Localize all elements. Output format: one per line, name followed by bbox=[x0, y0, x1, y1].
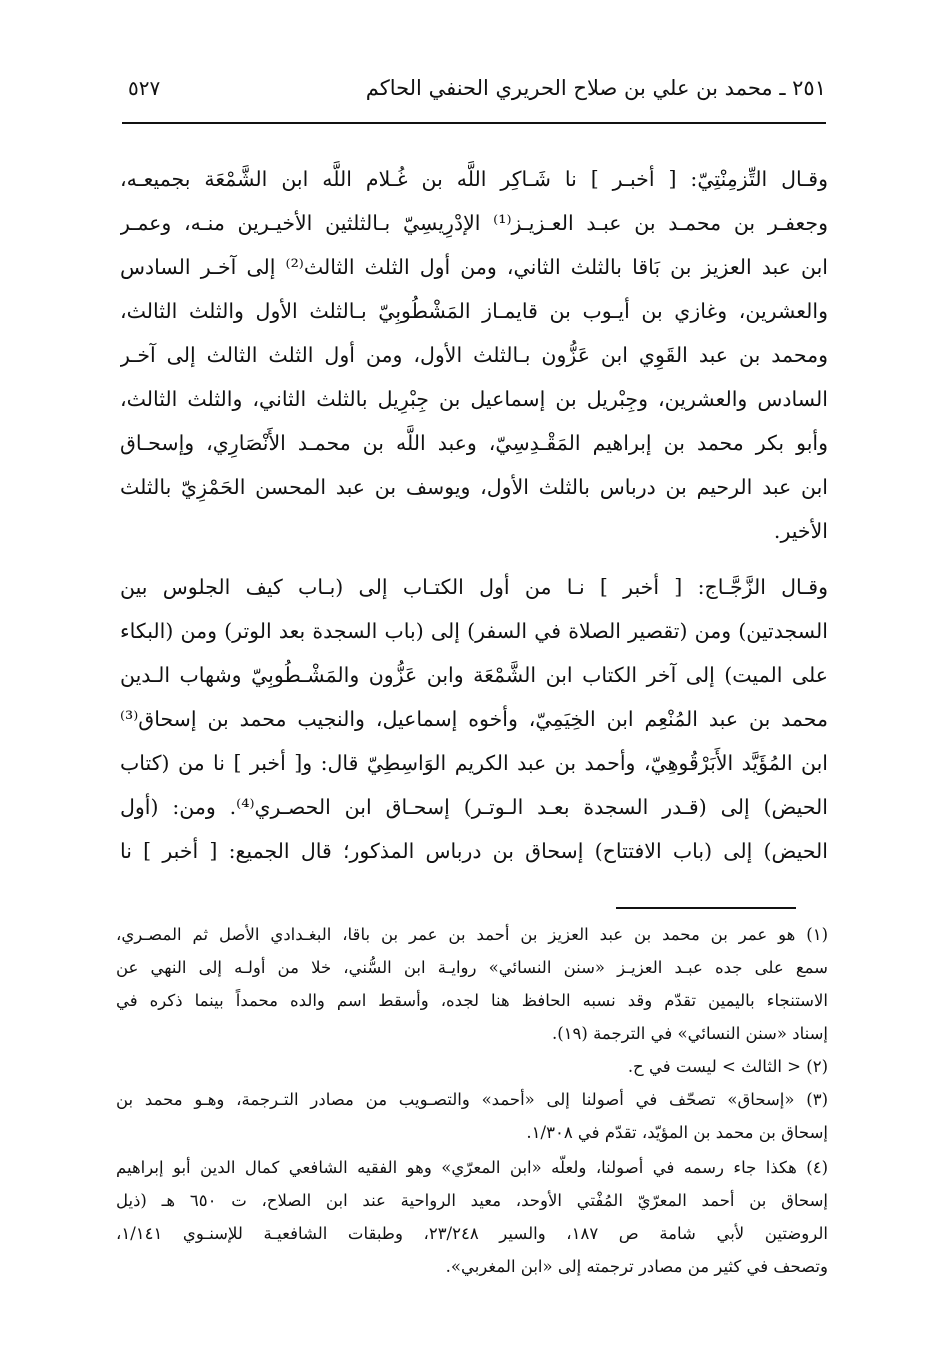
text-line: ابن عبد الرحيم بن درباس بالثلث الأول، ويوسف بن عبد المحسن الحَمْزِيّ بالثلث bbox=[120, 475, 828, 499]
footnote-line: (٢) < الثالث > ليست في ح. bbox=[627, 1057, 828, 1076]
footnote-line: (٣) «إسحاق» تصحّف في أصولنا إلى «أحمد» والتصـويب من مصادر التـرجمة، وهـو محمد بن bbox=[116, 1090, 828, 1109]
text-line: وأبو بكر محمد بن إبراهيم المَقْـدِسِيّ، وعبد اللَّه بن محمـد الأَنْصَارِي، وإسحـاق bbox=[120, 431, 828, 455]
text-line: الحيض) إلى (قـدر السجدة بعـد الـوتـر) إسحـاق ابن الحصـري⁽⁴⁾. ومن: (أول bbox=[120, 795, 828, 819]
text-line: الأخير. bbox=[773, 519, 828, 543]
footnote-line: الروضتين لأبي شامة ص ١٨٧، والسير ٢٣/٢٤٨، وطبقات الشافعيـة للإسنـوي ١/١٤١، bbox=[116, 1224, 828, 1243]
running-header-title: ٢٥١ ـ محمد بن علي بن صلاح الحريري الحنفي الحاكم bbox=[365, 76, 826, 100]
text-line: محمد بن عبد المُنْعِم ابن الخِيَمِيّ، وأخوه إسماعيل، والنجيب محمد بن إسحاق⁽³⁾ bbox=[120, 707, 828, 731]
text-line: على الميت) إلى آخر الكتاب ابن الشَّمْعَة وابن عَزُّون والمَشْـطُوبِيّ وشهاب الـدين bbox=[120, 663, 828, 687]
text-line: وقـال التِّزمِنْتِيّ: [ أخبـر ] نا شَـاكِر اللَّه بن غُـلام اللَّه ابن الشَّمْعَة بجميعـه، bbox=[120, 167, 828, 191]
text-line: ومحمد بن عبد القَوِي ابن عَزُّون بـالثلث الأول، ومن أول الثلث الثالث إلى آخـر bbox=[120, 343, 828, 367]
footnote-separator bbox=[616, 907, 796, 909]
footnote-line: إسحاق بن أحمد المعرّيّ المُفْتي الأوحد، معيد الرواحية عند ابن الصلاح، ت ٦٥٠ هـ (ذيل bbox=[116, 1191, 828, 1210]
text-line: الحيض) إلى (باب الافتتاح) إسحاق بن درباس المذكور؛ قال الجميع: [ أخبر ] نا bbox=[120, 839, 828, 863]
footnote-line: وتصحف في كثير من مصادر ترجمته إلى «ابن المغربي». bbox=[445, 1257, 828, 1276]
text-line: ابن عبد العزيز بن بَاقا بالثلث الثاني، ومن أول الثلث الثالث⁽²⁾ إلى آخـر السادس bbox=[120, 255, 828, 279]
footnote-line: إسحاق بن محمد بن المؤيّد، تقدّم في ١/٣٠٨. bbox=[526, 1123, 828, 1142]
footnote-line: (٤) هكذا جاء رسمه في أصولنا، ولعلّه «ابن المعرّي» وهو الفقيه الشافعي كمال الدين أبو إبراهيم bbox=[116, 1158, 828, 1177]
header-rule bbox=[122, 122, 826, 124]
text-line: وجعفـر بن محمـد بن عبـد العـزيـز⁽¹⁾ الإدْرِيسِيّ بـالثلثين الأخيـرين منـه، وعمـر bbox=[120, 211, 828, 235]
text-line: والعشرين، وغازي بن أيـوب بن قايمـاز المَشْطُوبِيّ بـالثلث الأول والثلث الثالث، bbox=[120, 299, 828, 323]
footnote-line: الاستنجاء باليمين تقدّم وقد نسبه الحافظ هنا لجده، وأسقط اسم والده محمداً بينما ذكره في bbox=[116, 991, 828, 1010]
footnote-line: سمع على جده عبـد العزيـز «سنن النسائي» روايـة ابن السُّني، خلا من أولـه إلى النهي عن bbox=[116, 958, 828, 977]
page-number: ٥٢٧ bbox=[128, 76, 161, 100]
footnote-line: (١) هو عمر بن محمد بن عبد العزيز بن أحمد بن عمر بن باقا، البغـدادي الأصل ثم المصـري، bbox=[116, 925, 828, 944]
text-line: وقـال الزَّجَّـاج: [ أخبر ] نـا من أول الكتـاب إلى (بـاب كيف الجلوس بين bbox=[120, 575, 828, 599]
text-line: السادس والعشرين، وجِبْريل بن إسماعيل بن جِبْرِيل بالثلث الثاني، والثلث الثالث، bbox=[120, 387, 828, 411]
footnote-line: إسناد «سنن النسائي» في الترجمة (١٩). bbox=[551, 1024, 828, 1043]
text-line: السجدتين) ومن (تقصير الصلاة في السفر) إلى (باب السجدة بعد الوتر) ومن (البكاء bbox=[120, 619, 828, 643]
text-line: ابن المُؤَيَّد الأَبَرْقُوهِيّ، وأحمد بن عبد الكريم الوَاسِطِيّ قال: و[ أخبر ] نا من (كتاب bbox=[120, 751, 828, 775]
